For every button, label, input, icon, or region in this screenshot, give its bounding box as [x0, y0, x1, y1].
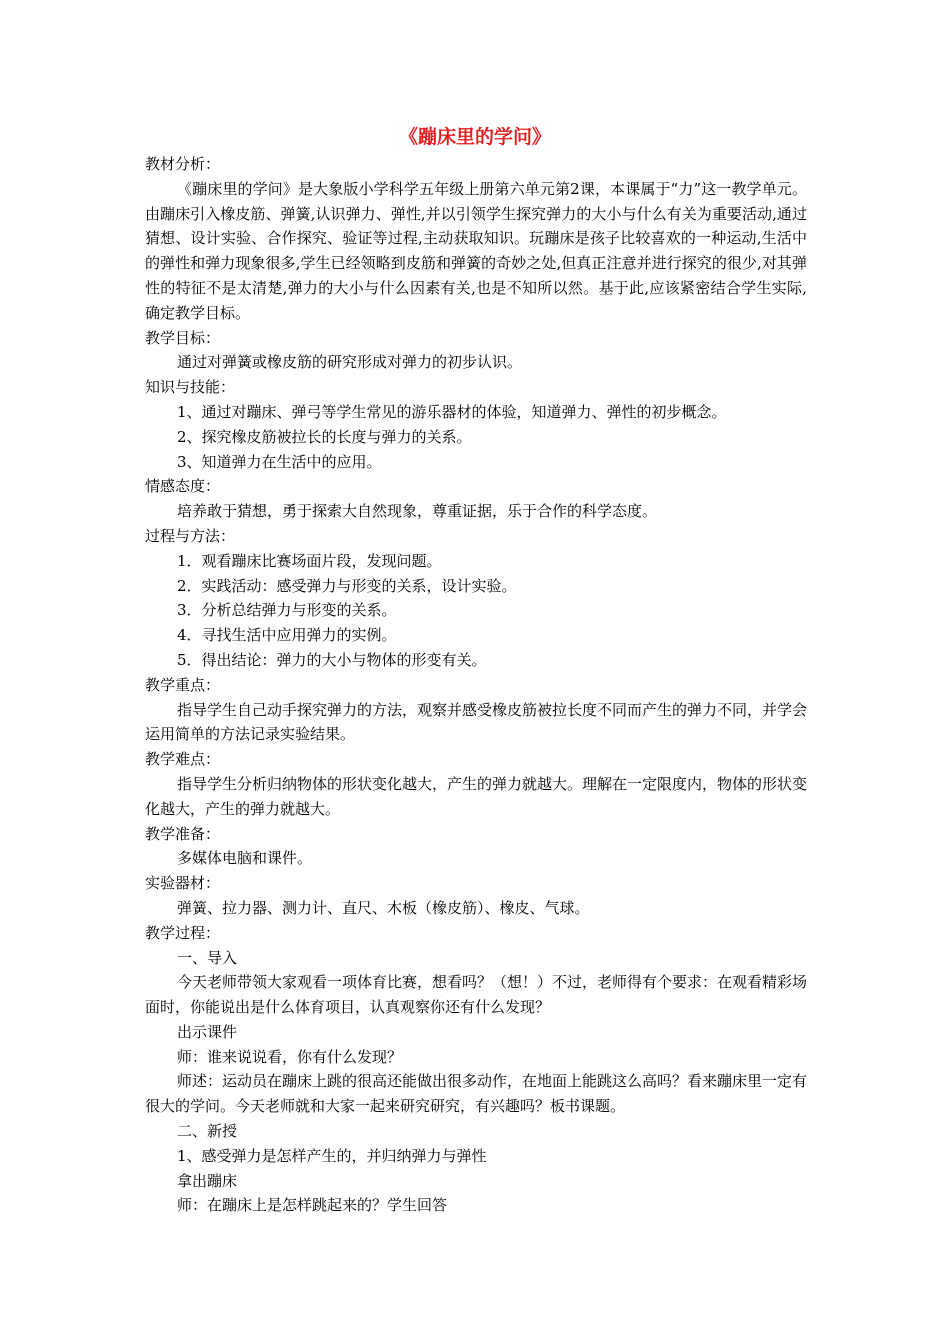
body-paragraph: 弹簧、拉力器、测力计、直尺、木板（橡皮筋）、橡皮、气球。 [177, 898, 590, 917]
body-paragraph: 多媒体电脑和课件。 [177, 849, 313, 868]
body-paragraph: 出示课件 [177, 1022, 238, 1041]
section-heading: 教学准备： [145, 824, 221, 843]
section-heading: 教材分析： [145, 155, 221, 173]
section-heading: 教学重点： [145, 675, 221, 694]
body-paragraph: 4．寻找生活中应用弹力的实例。 [177, 626, 397, 645]
body-paragraph: 拿出蹦床 [177, 1171, 238, 1190]
body-paragraph: 1、通过对蹦床、弹弓等学生常见的游乐器材的体验，知道弹力、弹性的初步概念。 [177, 402, 727, 421]
body-paragraph: 师：在蹦床上是怎样跳起来的？学生回答 [177, 1196, 448, 1215]
document-title: 《蹦床里的学问》 [398, 126, 551, 148]
body-paragraph: 1．观看蹦床比赛场面片段，发现问题。 [177, 551, 442, 570]
body-paragraph: 3、知道弹力在生活中的应用。 [177, 452, 382, 471]
body-paragraph: 通过对弹簧或橡皮筋的研究形成对弹力的初步认识。 [177, 353, 523, 372]
section-heading: 过程与方法： [145, 526, 236, 545]
section-heading: 情感态度： [145, 477, 221, 496]
body-paragraph: 1、感受弹力是怎样产生的，并归纳弹力与弹性 [177, 1146, 487, 1165]
section-heading: 实验器材： [145, 874, 221, 893]
body-paragraph: 师：谁来说说看，你有什么发现？ [177, 1047, 403, 1066]
section-heading: 教学过程： [145, 923, 221, 942]
body-paragraph: 5．得出结论：弹力的大小与物体的形变有关。 [177, 650, 487, 669]
body-paragraph: 指导学生分析归纳物体的形状变化越大，产生的弹力就越大。理解在一定限度内，物体的形状变化越大，产生的弹力就越大。 [145, 774, 808, 818]
body-paragraph: 今天老师带领大家观看一项体育比赛，想看吗？（想！）不过，老师得有个要求：在观看精彩场面时，你能说出是什么体育项目，认真观察你还有什么发现？ [145, 973, 808, 1017]
body-paragraph: 《蹦床里的学问》是大象版小学科学五年级上册第六单元第2课，本课属于“力”这一教学单元。由蹦床引入橡皮筋、弹簧,认识弹力、弹性,并以引领学生探究弹力的大小与什么有关为重要活动,通过猜想、设计实验、合作探究、验证等过程,主动获取知识。玩蹦床是孩子比较喜欢的一种运动,生活中的弹性和弹力现象很多,学生已经领略到皮筋和弹簧的奇妙之处,但真正注意并进行探究的很少,对其弹性的特征不是太清楚,弹力的大小与什么因素有关,也是不知所以然。基于此,应该紧密结合学生实际,确定教学目标。 [145, 179, 807, 322]
body-paragraph: 培养敢于猜想，勇于探索大自然现象，尊重证据，乐于合作的科学态度。 [177, 502, 658, 521]
document-body [145, 152, 807, 1218]
body-paragraph: 一、导入 [177, 948, 238, 967]
section-heading: 知识与技能： [145, 378, 236, 397]
body-paragraph: 3．分析总结弹力与形变的关系。 [177, 601, 397, 620]
body-paragraph: 二、新授 [177, 1122, 238, 1141]
section-heading: 教学难点： [145, 750, 221, 769]
body-paragraph: 师述：运动员在蹦床上跳的很高还能做出很多动作，在地面上能跳这么高吗？看来蹦床里一定有很大的学问。今天老师就和大家一起来研究研究，有兴趣吗？板书课题。 [145, 1072, 808, 1116]
body-paragraph: 指导学生自己动手探究弹力的方法，观察并感受橡皮筋被拉长度不同而产生的弹力不同，并学会运用简单的方法记录实验结果。 [145, 700, 808, 744]
body-paragraph: 2．实践活动：感受弹力与形变的关系，设计实验。 [177, 576, 517, 595]
body-paragraph: 2、探究橡皮筋被拉长的长度与弹力的关系。 [177, 427, 472, 446]
section-heading: 教学目标： [145, 328, 221, 347]
